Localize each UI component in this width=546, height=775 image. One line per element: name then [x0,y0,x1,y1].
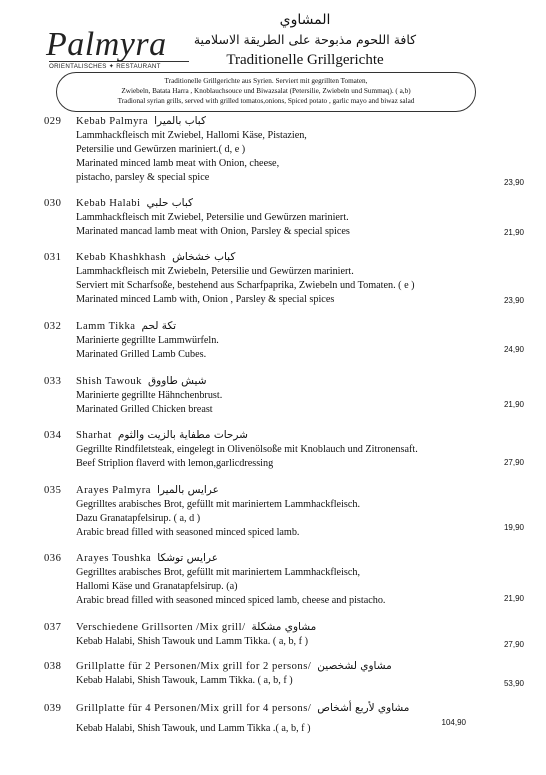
item-price: 23,90 [503,178,524,187]
item-line: Kebab Halabi, Shish Tawouk, Lamm Tikka. ( a, b, f ) [76,675,293,686]
item-price: 27,90 [503,458,524,467]
item-line: Marinierte gegrillte Lammwürfeln. [76,335,219,346]
intro-line: Tradional syrian grills, served with grilled tomatos,onions, Spiced potato , garlic mayo and biwaz salad [117,97,415,106]
item-name: Kebab Halabi [76,198,141,209]
item-price: 21,90 [503,228,524,237]
item-line: Petersilie und Gewürzen mariniert.( d, e ) [76,144,246,155]
item-line: Marinated minced Lamb with, Onion , Parsley & special spices [76,294,335,305]
item-price: 21,90 [503,400,524,409]
logo-subtitle: ORIENTALISCHES ✦ RESTAURANT [49,61,189,71]
item-arabic-name: تكة لحم [141,320,177,332]
item-line: Beef Striplion flaverd with lemon,garlicdressing [76,458,274,469]
menu-item [44,374,524,417]
item-arabic-name: مشاوي لشخصين [317,660,392,672]
intro-line: Zwiebeln, Batata Harra , Knoblauchsouce und Biwazsalat (Petersilie, Zwiebeln und Summaq). ( a,b) [121,87,411,96]
item-line: Arabic bread filled with seasoned minced spiced lamb, cheese and pistacho. [76,595,386,606]
item-line: Arabic bread filled with seasoned minced spiced lamb. [76,527,300,538]
item-number: 037 [44,622,62,633]
item-line: Kebab Halabi, Shish Tawouk und Lamm Tikka. ( a, b, f ) [76,636,308,647]
item-line: Gegrillte Rindfiletsteak, eingelegt in Olivenölsoße mit Knoblauch und Zitronensaft. [76,444,418,455]
item-number: 036 [44,553,62,564]
item-name: Arayes Toushka [76,553,152,564]
item-line: pistacho, parsley & special spice [76,172,210,183]
item-line: Gegrilltes arabisches Brot, gefüllt mit mariniertem Lammhackfleisch, [76,567,361,578]
item-name: Grillplatte für 4 Personen/Mix grill for 4 persons/ [76,703,312,714]
arabic-title: المشاوي [279,12,331,28]
menu-item [44,250,524,307]
menu-item [44,196,524,239]
item-arabic-name: عرايس توشكا [157,552,218,564]
item-number: 033 [44,376,62,387]
item-price: 27,90 [503,640,524,649]
item-arabic-name: مشاوي لأربع أشخاص [317,702,410,714]
item-number: 030 [44,198,62,209]
item-name: Lamm Tikka [76,321,136,332]
menu-item [44,428,524,471]
menu-item [44,620,524,649]
item-price: 23,90 [503,296,524,305]
item-line: Gegrilltes arabisches Brot, gefüllt mit mariniertem Lammhackfleisch. [76,499,361,510]
arabic-subtitle: كافة اللحوم مذبوحة على الطريقة الاسلامية [193,32,417,47]
item-line: Lammhackfleisch mit Zwiebel, Petersilie und Gewürzen mariniert. [76,212,349,223]
item-price: 53,90 [503,679,524,688]
item-line: Marinated minced lamb meat with Onion, cheese, [76,158,280,169]
item-arabic-name: كباب خشخاش [172,251,236,263]
item-arabic-name: كباب حلبي [146,197,194,209]
item-number: 038 [44,661,62,672]
item-number: 029 [44,116,62,127]
menu-item [44,483,524,540]
intro-box [56,72,476,112]
item-price: 104,90 [441,718,466,727]
item-number: 039 [44,703,62,714]
item-line: Marinated mancad lamb meat with Onion, Parsley & special spices [76,226,350,237]
menu-item [44,551,524,608]
item-arabic-name: شرحات مطفاية بالزيت والثوم [117,429,248,441]
logo-text: Palmyra [46,26,167,63]
item-line: Marinated Grilled Lamb Cubes. [76,349,207,360]
item-line: Kebab Halabi, Shish Tawouk, und Lamm Tikka .( a, b, f ) [76,723,311,734]
menu-item [44,659,524,688]
intro-line: Traditionelle Grillgerichte aus Syrien. Serviert mit gegrillten Tomaten, [164,77,368,85]
item-price: 19,90 [503,523,524,532]
item-name: Sharhat [76,430,112,441]
page-title: Traditionelle Grillgerichte [226,52,384,68]
item-arabic-name: كباب بالميرا [154,115,206,127]
item-line: Lammhackfleisch mit Zwiebel, Hallomi Käse, Pistazien, [76,130,307,141]
item-price: 24,90 [503,345,524,354]
item-name: Shish Tawouk [76,376,142,387]
item-name: Kebab Palmyra [76,116,149,127]
item-number: 031 [44,252,62,263]
item-line: Serviert mit Scharfsoße, bestehend aus Scharfpaprika, Zwiebeln und Tomaten. ( e ) [76,280,415,291]
item-number: 032 [44,321,62,332]
item-name: Verschiedene Grillsorten /Mix grill/ [76,622,246,633]
menu-item [44,114,524,185]
item-number: 034 [44,430,62,441]
item-arabic-name: شيش طاووق [147,375,207,387]
item-line: Marinierte gegrillte Hähnchenbrust. [76,390,223,401]
item-arabic-name: مشاوي مشكلة [251,621,317,633]
item-arabic-name: عرايس بالميرا [156,484,219,496]
item-name: Kebab Khashkhash [76,252,167,263]
item-line: Dazu Granatapfelsirup. ( a, d ) [76,513,201,524]
item-number: 035 [44,485,62,496]
item-line: Marinated Grilled Chicken breast [76,404,213,415]
item-price: 21,90 [503,594,524,603]
menu-item [44,319,524,362]
item-line: Hallomi Käse und Granatapfelsirup. (a) [76,581,238,592]
item-name: Grillplatte für 2 Personen/Mix grill for 2 persons/ [76,661,312,672]
menu-item [44,701,524,736]
item-name: Arayes Palmyra [76,485,151,496]
item-line: Lammhackfleisch mit Zwiebeln, Petersilie und Gewürzen mariniert. [76,266,354,277]
